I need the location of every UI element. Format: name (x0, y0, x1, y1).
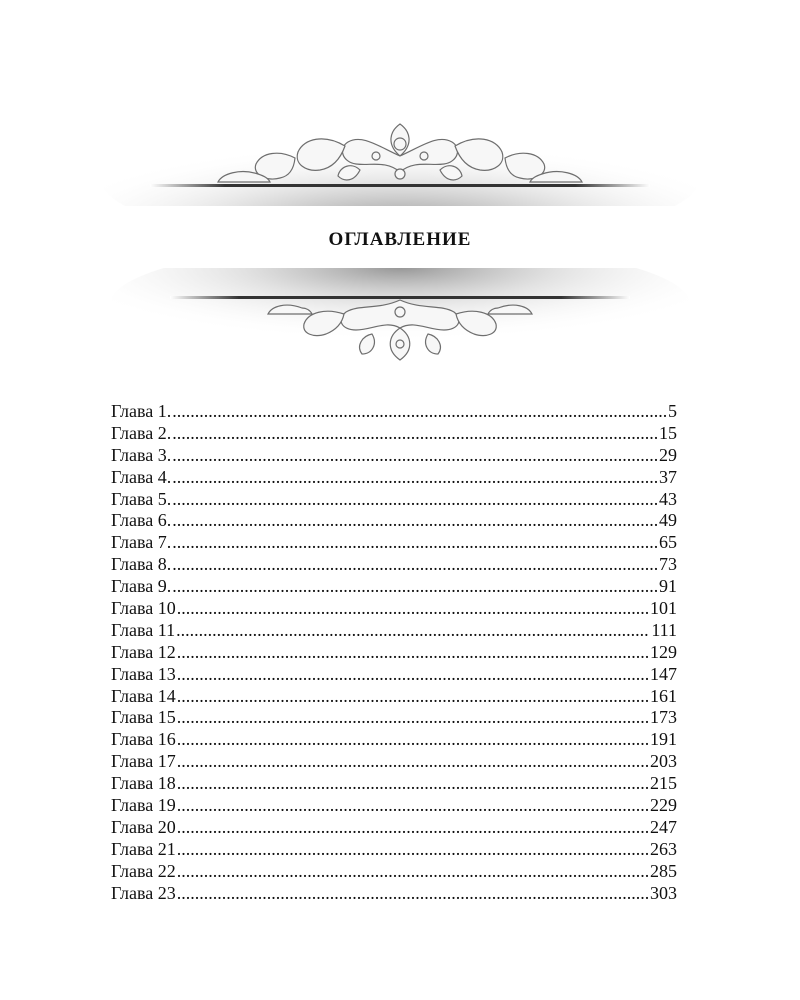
chapter-label: Глава 18 (111, 773, 176, 794)
chapter-label: Глава 10 (111, 598, 176, 619)
chapter-label: Глава 21 (111, 838, 176, 859)
chapter-label: Глава 5. (111, 488, 172, 509)
page-number: 5 (668, 401, 677, 421)
toc-entry (111, 489, 677, 511)
chapter-label: Глава 7. (111, 532, 172, 553)
dot-leader (172, 489, 657, 511)
page-number: 111 (651, 619, 677, 640)
dot-leader (177, 664, 648, 686)
page-number: 29 (659, 444, 677, 465)
dot-leader (177, 817, 648, 839)
chapter-label: Глава 1. (111, 401, 172, 421)
page-number: 147 (650, 663, 677, 684)
toc-entry (111, 467, 677, 489)
chapter-label: Глава 12 (111, 641, 176, 662)
dot-leader (172, 532, 657, 554)
toc-entry (111, 773, 677, 795)
toc-entry (111, 620, 677, 642)
dot-leader (177, 598, 648, 620)
bottom-ornament (90, 268, 710, 388)
toc-entry (111, 642, 677, 664)
chapter-label: Глава 2. (111, 422, 172, 443)
page-number: 285 (650, 860, 677, 881)
chapter-label: Глава 20 (111, 816, 176, 837)
chapter-label: Глава 11 (111, 619, 176, 640)
page-number: 65 (659, 532, 677, 553)
toc-entry (111, 839, 677, 861)
chapter-label: Глава 9. (111, 576, 172, 597)
dot-leader (172, 401, 666, 423)
chapter-label: Глава 15 (111, 707, 176, 728)
page-number: 247 (650, 816, 677, 837)
toc-entry (111, 401, 677, 423)
toc-entry (111, 883, 677, 905)
toc-entry (111, 445, 677, 467)
chapter-label: Глава 13 (111, 663, 176, 684)
dot-leader (177, 839, 648, 861)
page-number: 303 (650, 882, 677, 903)
dot-leader (172, 554, 657, 576)
page-number: 101 (650, 598, 677, 619)
page-number: 73 (659, 554, 677, 575)
dot-leader (172, 510, 657, 532)
toc-entry (111, 554, 677, 576)
page-number: 43 (659, 488, 677, 509)
table-of-contents (111, 401, 677, 904)
dot-leader (177, 751, 648, 773)
chapter-label: Глава 3. (111, 444, 172, 465)
dot-leader (172, 445, 657, 467)
chapter-label: Глава 8. (111, 554, 172, 575)
toc-entry (111, 664, 677, 686)
chapter-label: Глава 23 (111, 882, 176, 903)
chapter-label: Глава 17 (111, 751, 176, 772)
dot-leader (177, 729, 648, 751)
page-number: 215 (650, 773, 677, 794)
dot-leader (177, 861, 648, 883)
page-number: 203 (650, 751, 677, 772)
dot-leader (177, 883, 648, 905)
filigree-inverted-icon (90, 268, 710, 388)
page-number: 37 (659, 466, 677, 487)
toc-entry (111, 576, 677, 598)
page-title: ОГЛАВЛЕНИЕ (328, 229, 472, 250)
chapter-label: Глава 6. (111, 510, 172, 531)
dot-leader (172, 576, 657, 598)
page-number: 263 (650, 838, 677, 859)
toc-entry (111, 686, 677, 708)
dot-leader (172, 423, 657, 445)
top-ornament (90, 86, 710, 206)
toc-entry (111, 729, 677, 751)
chapter-label: Глава 4. (111, 466, 172, 487)
page-number: 161 (650, 685, 677, 706)
toc-entry (111, 598, 677, 620)
toc-entry (111, 795, 677, 817)
toc-entry (111, 423, 677, 445)
page-number: 173 (650, 707, 677, 728)
toc-entry (111, 751, 677, 773)
chapter-label: Глава 19 (111, 795, 176, 816)
dot-leader (177, 707, 648, 729)
toc-entry (111, 510, 677, 532)
filigree-crown-icon (90, 86, 710, 206)
page-number: 91 (659, 576, 677, 597)
dot-leader (177, 686, 648, 708)
dot-leader (177, 642, 648, 664)
chapter-label: Глава 14 (111, 685, 176, 706)
toc-entry (111, 707, 677, 729)
page-number: 15 (659, 422, 677, 443)
dot-leader (177, 795, 648, 817)
page-number: 49 (659, 510, 677, 531)
page-number: 129 (650, 641, 677, 662)
dot-leader (176, 620, 649, 642)
dot-leader (177, 773, 648, 795)
chapter-label: Глава 16 (111, 729, 176, 750)
dot-leader (172, 467, 657, 489)
chapter-label: Глава 22 (111, 860, 176, 881)
page-number: 191 (650, 729, 677, 750)
toc-entry (111, 817, 677, 839)
toc-entry (111, 861, 677, 883)
page-number: 229 (650, 795, 677, 816)
toc-entry (111, 532, 677, 554)
